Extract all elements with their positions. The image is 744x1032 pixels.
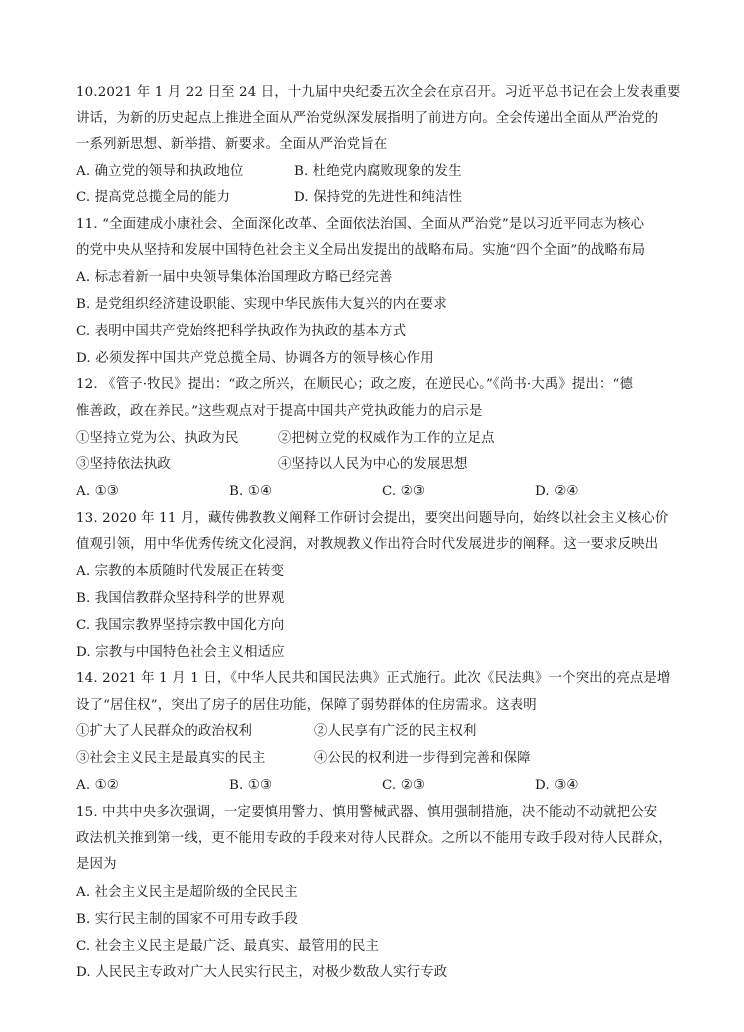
q14-stem-line-1: 14. 2021 年 1 月 1 日，《中华人民共和国民法典》正式施行。此次《民法典》一个突出的亮点是增 <box>76 671 671 686</box>
q10-option-a: A. 确立党的领导和执政地位 <box>76 164 244 179</box>
q12-statements-row-2 <box>76 456 688 474</box>
q14-stem-line-2: 设了“居住权”，突出了房子的居住功能，保障了弱势群体的住房需求。这表明 <box>76 698 537 713</box>
q11-option-d: D. 必须发挥中国共产党总揽全局、协调各方的领导核心作用 <box>76 351 434 366</box>
q11-stem-line-2: 的党中央从坚持和发展中国特色社会主义全局出发提出的战略布局。实施“四个全面”的战略布局 <box>76 243 646 258</box>
q15-stem-line-3: 是因为 <box>76 857 117 872</box>
q12-choice-d: D. ②④ <box>535 484 579 499</box>
q12-statement-1: ①坚持立党为公、执政为民 <box>76 431 239 446</box>
q14-statement-2: ②人民享有广泛的民主权利 <box>314 724 477 739</box>
q10-stem-line-3: 一系列新思想、新举措、新要求。全面从严治党旨在 <box>76 137 388 152</box>
q14-statement-1: ①扩大了人民群众的政治权利 <box>76 724 253 739</box>
q12-choice-a: A. ①③ <box>76 484 119 499</box>
q10-option-b: B. 杜绝党内腐败现象的发生 <box>294 164 462 179</box>
q13-option-d: D. 宗教与中国特色社会主义相适应 <box>76 645 285 660</box>
q13-stem-line-2: 值观引领，用中华优秀传统文化浸润，对教规教义作出符合时代发展进步的阐释。这一要求反映出 <box>76 537 659 552</box>
q14-choice-a: A. ①② <box>76 778 119 793</box>
q12-choice-c: C. ②③ <box>382 484 426 499</box>
q14-statements-row-2 <box>76 750 688 768</box>
q15-option-a: A. 社会主义民主是超阶级的全民民主 <box>76 885 298 900</box>
q12-statement-4: ④坚持以人民为中心的发展思想 <box>278 457 468 472</box>
q10-stem-line-1: 10.2021 年 1 月 22 日至 24 日，十九届中央纪委五次全会在京召开。习近平总书记在会上发表重要 <box>76 85 681 100</box>
q15-option-b: B. 实行民主制的国家不可用专政手段 <box>76 912 298 927</box>
q10-options-row-1 <box>76 163 688 181</box>
q10-stem-line-2: 讲话，为新的历史起点上推进全面从严治党纵深发展指明了前进方向。全会传递出全面从严治党的 <box>76 111 659 126</box>
q15-option-c: C. 社会主义民主是最广泛、最真实、最管用的民主 <box>76 939 380 954</box>
q12-choice-b: B. ①④ <box>229 484 273 499</box>
q10-option-d: D. 保持党的先进性和纯洁性 <box>294 190 463 205</box>
q14-choice-d: D. ③④ <box>535 778 579 793</box>
q15-stem-line-1: 15. 中共中央多次强调，一定要慎用警力、慎用警械武器、慎用强制措施，决不能动不动就把公安 <box>76 805 658 820</box>
q14-statement-4: ④公民的权利进一步得到完善和保障 <box>314 751 531 766</box>
q14-choice-c: C. ②③ <box>382 778 426 793</box>
q14-statement-3: ③社会主义民主是最真实的民主 <box>76 751 266 766</box>
q12-statement-3: ③坚持依法执政 <box>76 457 171 472</box>
q15-stem-line-2: 政法机关推到第一线，更不能用专政的手段来对待人民群众。之所以不能用专政手段对待人民群众， <box>76 831 672 846</box>
q10-option-c: C. 提高党总揽全局的能力 <box>76 190 231 205</box>
q12-stem-line-2: 惟善政，政在养民。”这些观点对于提高中国共产党执政能力的启示是 <box>76 404 483 419</box>
q14-statements-row-1 <box>76 723 688 741</box>
q12-choices <box>76 483 688 501</box>
q12-statements-row-1 <box>76 430 688 448</box>
q11-option-c: C. 表明中国共产党始终把科学执政作为执政的基本方式 <box>76 324 407 339</box>
q14-choice-b: B. ①③ <box>229 778 273 793</box>
q12-statement-2: ②把树立党的权威作为工作的立足点 <box>278 431 495 446</box>
q11-option-a: A. 标志着新一届中央领导集体治国理政方略已经完善 <box>76 270 393 285</box>
q12-stem-line-1: 12. 《管子·牧民》提出：“政之所兴，在顺民心；政之废，在逆民心。”《尚书·大禹》提出：“德 <box>76 377 634 392</box>
q15-option-d: D. 人民民主专政对广大人民实行民主，对极少数敌人实行专政 <box>76 965 448 980</box>
q13-option-c: C. 我国宗教界坚持宗教中国化方向 <box>76 618 285 633</box>
q13-option-b: B. 我国信教群众坚持科学的世界观 <box>76 591 285 606</box>
q10-options-row-2 <box>76 189 688 207</box>
q11-option-b: B. 是党组织经济建设职能、实现中华民族伟大复兴的内在要求 <box>76 297 447 312</box>
q13-stem-line-1: 13. 2020 年 11 月，藏传佛教教义阐释工作研讨会提出，要突出问题导向，始终以社会主义核心价 <box>76 511 669 526</box>
q11-stem-line-1: 11. “全面建成小康社会、全面深化改革、全面依法治国、全面从严治党”是以习近平同志为核心 <box>76 217 645 232</box>
q13-option-a: A. 宗教的本质随时代发展正在转变 <box>76 564 285 579</box>
q14-choices <box>76 777 688 795</box>
